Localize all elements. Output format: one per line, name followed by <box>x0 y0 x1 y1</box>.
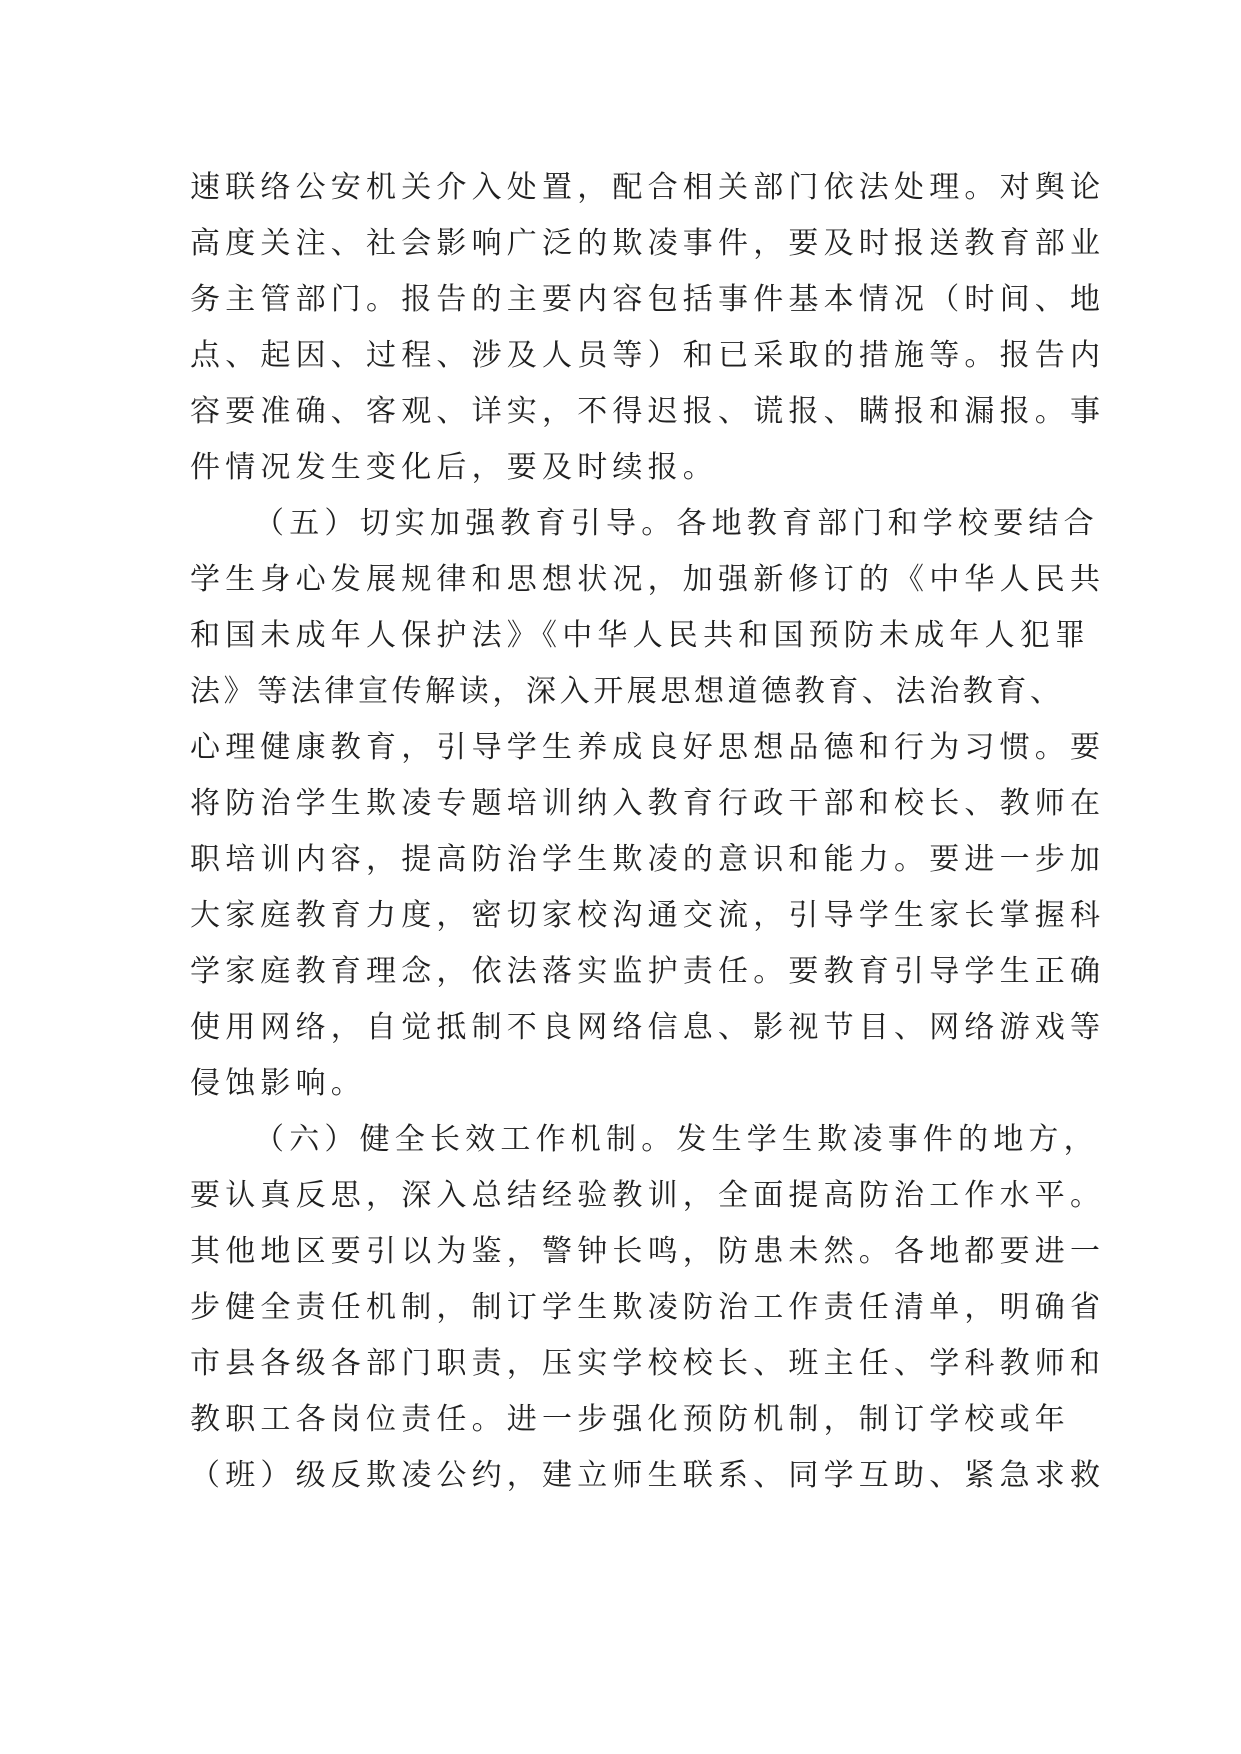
text-line: 心理健康教育，引导学生养成良好思想品德和行为习惯。要 <box>190 730 1106 765</box>
text-line: 学生身心发展规律和思想状况，加强新修订的《中华人民共 <box>190 562 1106 597</box>
text-line: 和国未成年人保护法》《中华人民共和国预防未成年人犯罪 <box>190 618 1091 653</box>
text-line: 步健全责任机制，制订学生欺凌防治工作责任清单，明确省 <box>190 1290 1106 1325</box>
text-line: 要认真反思，深入总结经验教训，全面提高防治工作水平。 <box>190 1178 1106 1213</box>
text-line: 务主管部门。报告的主要内容包括事件基本情况（时间、地 <box>190 282 1106 317</box>
text-line: （班）级反欺凌公约，建立师生联系、同学互助、紧急求救 <box>190 1458 1106 1493</box>
text-line: 容要准确、客观、详实，不得迟报、谎报、瞒报和漏报。事 <box>190 394 1106 429</box>
paragraph-heading-6: （六）健全长效工作机制。发生学生欺凌事件的地方， <box>254 1122 1099 1157</box>
text-line: 使用网络，自觉抵制不良网络信息、影视节目、网络游戏等 <box>190 1010 1106 1045</box>
text-line: 职培训内容，提高防治学生欺凌的意识和能力。要进一步加 <box>190 842 1106 877</box>
text-line: 其他地区要引以为鉴，警钟长鸣，防患未然。各地都要进一 <box>190 1234 1106 1269</box>
text-line: 件情况发生变化后，要及时续报。 <box>190 450 718 485</box>
text-line: 速联络公安机关介入处置，配合相关部门依法处理。对舆论 <box>190 170 1106 205</box>
text-line: 点、起因、过程、涉及人员等）和已采取的措施等。报告内 <box>190 338 1106 373</box>
text-line: 高度关注、社会影响广泛的欺凌事件，要及时报送教育部业 <box>190 226 1106 261</box>
text-line: 大家庭教育力度，密切家校沟通交流，引导学生家长掌握科 <box>190 898 1106 933</box>
text-line: 学家庭教育理念，依法落实监护责任。要教育引导学生正确 <box>190 954 1106 989</box>
text-line: 教职工各岗位责任。进一步强化预防机制，制订学校或年 <box>190 1402 1070 1437</box>
body-text <box>190 160 1106 1504</box>
text-line: 将防治学生欺凌专题培训纳入教育行政干部和校长、教师在 <box>190 786 1106 821</box>
paragraph-heading-5: （五）切实加强教育引导。各地教育部门和学校要结合 <box>254 506 1099 541</box>
text-line: 市县各级各部门职责，压实学校校长、班主任、学科教师和 <box>190 1346 1106 1381</box>
text-line: 侵蚀影响。 <box>190 1066 366 1101</box>
text-line: 法》等法律宣传解读，深入开展思想道德教育、法治教育、 <box>190 674 1064 709</box>
